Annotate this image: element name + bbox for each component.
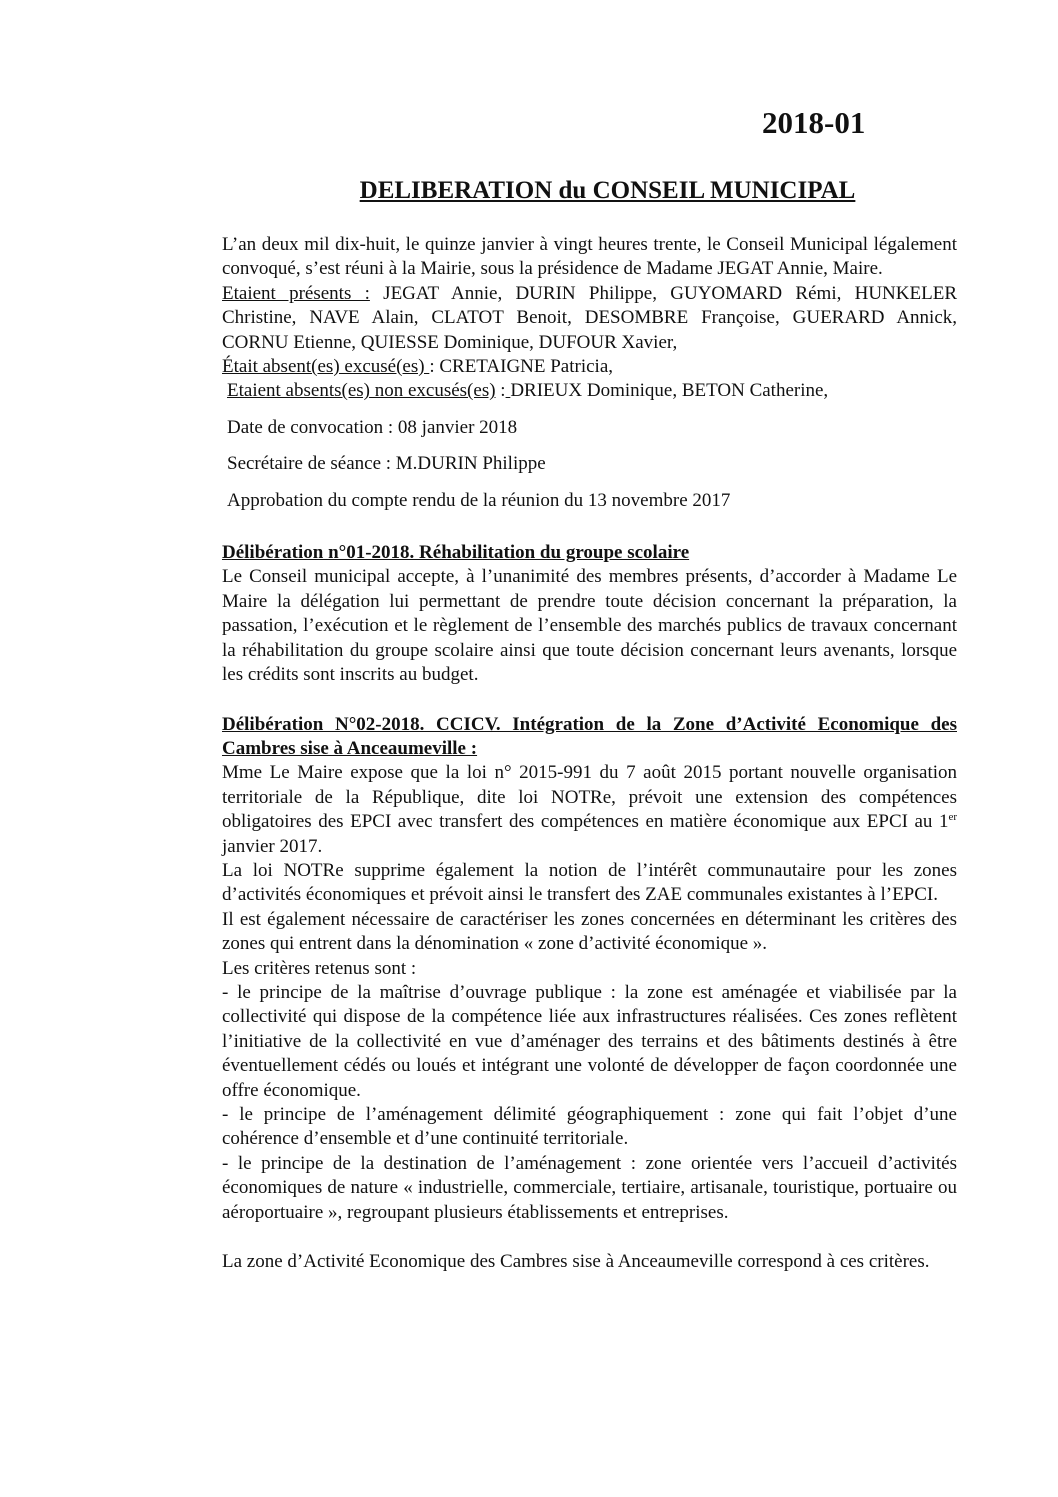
deliberation-2-paragraph-2: La loi NOTRe supprime également la notion de l’intérêt communautaire pour les zones d’activités économiques et prévoit ainsi le transfert des ZAE communales existantes à l’EPCI. bbox=[222, 859, 957, 906]
criterion-3: - le principe de la destination de l’aménagement : zone orientée vers l’accueil d’activités économiques de nature « industrielle, commerciale, tertiaire, artisanale, touristique, portuaire ou aéroportuaire », regroupant plusieurs établissements et entreprises. bbox=[222, 1152, 957, 1223]
session-secretary: Secrétaire de séance : M.DURIN Philippe bbox=[227, 453, 546, 475]
paragraph-1-text: Mme Le Maire expose que la loi n° 2015-991 du 7 août 2015 portant nouvelle organisation territoriale de la République, dite loi NOTRe, prévoit une extension des compétences obligatoires des EPCI avec transfert des compétences en matière économique aux EPCI au 1 bbox=[222, 762, 957, 833]
document-body bbox=[222, 233, 957, 1274]
excused-label: Était absent(es) excusé(es) bbox=[222, 356, 430, 378]
unexcused-label: Etaient absents(es) non excusés(es) bbox=[227, 380, 496, 402]
deliberation-1-text: Le Conseil municipal accepte, à l’unanimité des membres présents, d’accorder à Madame Le Maire la délégation lui permettant de prendre toute décision concernant la préparation, la passation, l’exécution et le règlement de l’ensemble des marchés publics de travaux concernant la réhabilitation du groupe scolaire ainsi que toute décision concernant leurs avenants, lorsque les crédits sont inscrits au budget. bbox=[222, 566, 957, 686]
present-names: JEGAT Annie, DURIN Philippe, GUYOMARD Rémi, HUNKELER Christine, NAVE Alain, CLATOT Benoit, DESOMBRE Françoise, GUERARD Annick, CORNU Etienne, QUIESSE Dominique, DUFOUR Xavier, bbox=[222, 282, 957, 353]
excused-members bbox=[222, 355, 957, 379]
present-members bbox=[222, 282, 957, 355]
unexcused-members bbox=[222, 379, 957, 403]
document-title: DELIBERATION du CONSEIL MUNICIPAL bbox=[359, 177, 856, 204]
present-label: Etaient présents : bbox=[222, 282, 370, 304]
deliberation-2-heading: Délibération N°02-2018. CCICV. Intégration de la Zone d’Activité Economique des Cambres sise à Anceaumeville : bbox=[222, 713, 957, 759]
unexcused-names: DRIEUX Dominique, BETON Catherine, bbox=[510, 380, 829, 402]
criteria-intro: Les critères retenus sont : bbox=[222, 957, 417, 979]
superscript-er: er bbox=[948, 811, 957, 824]
opening-paragraph: L’an deux mil dix-huit, le quinze janvier à vingt heures trente, le Conseil Municipal légalement convoqué, s’est réuni à la Mairie, sous la présidence de Madame JEGAT Annie, Maire. bbox=[222, 234, 957, 280]
criterion-2: - le principe de l’aménagement délimité géographiquement : zone qui fait l’objet d’une cohérence d’ensemble et d’une continuité territoriale. bbox=[222, 1104, 957, 1150]
criterion-1: - le principe de la maîtrise d’ouvrage publique : la zone est aménagée et viabilisée par la collectivité qui dispose de la compétence liée aux infrastructures réalisées. Ces zones reflètent l’initiative de la collectivité en vue d’aménager des terrains et des bâtiments destinés à être éventuellement cédés ou loués et intégrant une volonté de développer de façon coordonnée une offre économique. bbox=[222, 981, 957, 1101]
convocation-date: Date de convocation : 08 janvier 2018 bbox=[227, 416, 518, 438]
paragraph-1-end: janvier 2017. bbox=[222, 835, 323, 857]
unexcused-separator: : bbox=[495, 380, 506, 402]
deliberation-number: 2018-01 bbox=[762, 105, 866, 140]
deliberation-2-paragraph-3: Il est également nécessaire de caractériser les zones concernées en déterminant les critères des zones qui entrent dans la dénomination « zone d’activité économique ». bbox=[222, 908, 957, 955]
conclusion-paragraph: La zone d’Activité Economique des Cambres sise à Anceaumeville correspond à ces critères. bbox=[222, 1251, 930, 1273]
minutes-approval: Approbation du compte rendu de la réunion du 13 novembre 2017 bbox=[227, 489, 731, 511]
deliberation-1-heading: Délibération n°01-2018. Réhabilitation du groupe scolaire bbox=[222, 542, 690, 564]
excused-names: : CRETAIGNE Patricia, bbox=[429, 356, 614, 378]
deliberation-2-paragraph-1 bbox=[222, 761, 957, 859]
